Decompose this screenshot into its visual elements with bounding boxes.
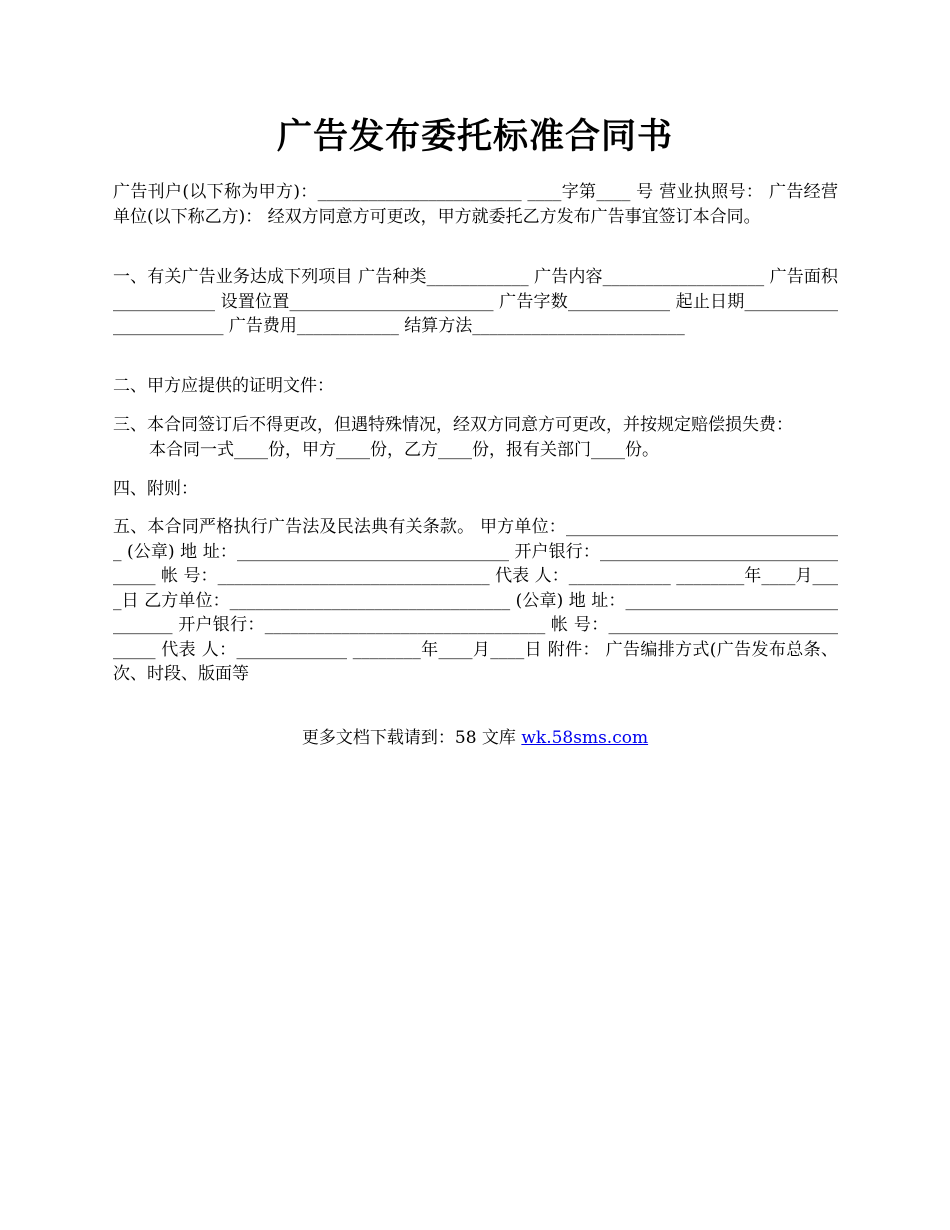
section-3-line-1: 三、本合同签订后不得更改，但遇特殊情况，经双方同意方可更改，并按规定赔偿损失费： xyxy=(113,415,793,435)
intro-paragraph: 广告刊户(以下称为甲方)：________________________ ____字第____ 号 营业执照号： 广告经营单位(以下称乙方)： 经双方同意方可更改，甲方就委托乙方发布广告事宜签订本合同。 xyxy=(113,182,838,227)
document-title: 广告发布委托标准合同书 xyxy=(276,116,673,157)
section-1-items: 一、有关广告业务达成下列项目 广告种类____________ 广告内容___________________ 广告面积____________ 设置位置________________________ 广告字数____________ 起止日期________________________ 广告费用____________ 结算方法_________________________ xyxy=(113,267,838,336)
section-2-documents: 二、甲方应提供的证明文件： xyxy=(113,376,334,396)
footer-link[interactable]: wk.58sms.com xyxy=(521,728,649,748)
section-4-supplementary: 四、附则： xyxy=(113,479,198,499)
section-3-line-2: 本合同一式____份，甲方____份，乙方____份，报有关部门____份。 xyxy=(149,439,659,460)
footer-text: 更多文档下载请到：58 文库 xyxy=(301,728,522,748)
section-3-amendments xyxy=(113,413,838,462)
section-5-signatures: 五、本合同严格执行广告法及民法典有关条款。 甲方单位：_________________________________ (公章) 地 址：________________________________ 开户银行：_________________________________ 帐 号：________________________________ 代表 人：____________ ________年____月____日 乙方单位：_________________________________ (公章) 地 址：________________________________ 开户银行：_________________________________ 帐 号：________________________________ 代表 人：_____________ ________年____月____日 附件： 广告编排方式(广告发布总条、次、时段、版面等 xyxy=(113,517,838,684)
footer xyxy=(0,726,950,750)
